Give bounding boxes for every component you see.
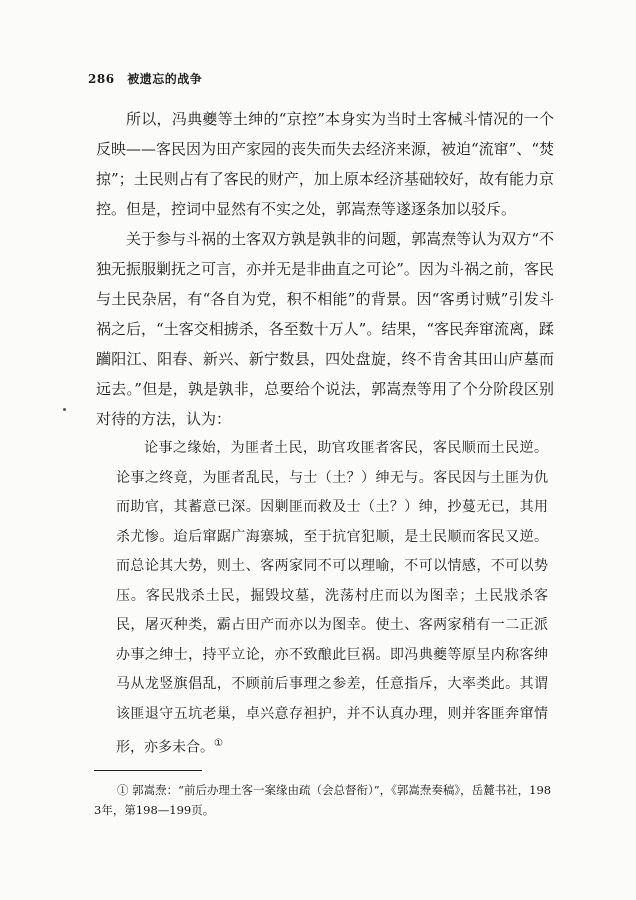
footnote-text: 郭嵩焘：“前后办理土客一案缘由疏（会总督衔）”，《郭嵩焘奏稿》，岳麓书社，1983年，第198—199页。 [94, 783, 552, 817]
footnote [94, 780, 556, 820]
main-text [96, 104, 554, 763]
block-quote [116, 434, 548, 763]
footnote-marker: ① [117, 783, 129, 797]
block-quote-text: 论事之缘始，为匪者土民，助官攻匪者客民，客民顺而土民逆。论事之终竟，为匪者乱民，与士（土？）绅无与。客民因与土匪为仇而助官，其蓄意已深。因剿匪而救及士（土？）绅，抄蔓无已，其用杀尤惨。迨后窜踞广海寨城，至于抗官犯顺，是土民顺而客民又逆。而总论其大势，则土、客两家同不可以理喻，不可以情感，不可以势压。客民戕杀土民，掘毁坟墓，洗荡村庄而以为图幸；土民戕杀客民，屠灭种类，霸占田产而亦以为图幸。使土、客两家稍有一二正派办事之绅士，持平立论，亦不致酿此巨祸。即冯典夔等原呈内称客绅马从龙竖旗倡乱，不顾前后事理之参差，任意指斥，大率类此。其谓该匪退守五坑老巢，卓兴意存袒护，并不认真办理，则并客匪奔窜情形，亦多未合。 [116, 440, 548, 756]
paragraph-2: 关于参与斗祸的土客双方孰是孰非的问题，郭嵩焘等认为双方“不独无振服剿抚之可言，亦并无是非曲直之可论”。因为斗祸之前，客民与土民杂居，有“各自为党，积不相能”的背景。因“客勇讨贼”引发斗祸之后，“土客交相掳杀，各至数十万人”。结果，“客民奔窜流离，蹂躏阳江、阳春、新兴、新宁数县，四处盘旋，终不肯舍其田山庐墓而远去。”但是，孰是孰非，总要给个说法，郭嵩焘等用了个分阶段区别对待的方法，认为： [96, 230, 555, 428]
margin-mark [63, 408, 66, 411]
footnote-separator [94, 770, 202, 771]
page-number: 286 [88, 72, 115, 86]
running-header [88, 70, 202, 87]
footnote-reference[interactable]: ① [214, 738, 223, 749]
book-title: 被遗忘的战争 [127, 72, 203, 86]
paragraph-1: 所以，冯典夔等土绅的“京控”本身实为当时土客械斗情况的一个反映——客民因为田产家园的丧失而失去经济来源，被迫“流窜”、“焚掠”；土民则占有了客民的财产，加上原本经济基础较好，故有能力京控。但是，控词中显然有不实之处，郭嵩焘等遂逐条加以驳斥。 [96, 110, 555, 218]
